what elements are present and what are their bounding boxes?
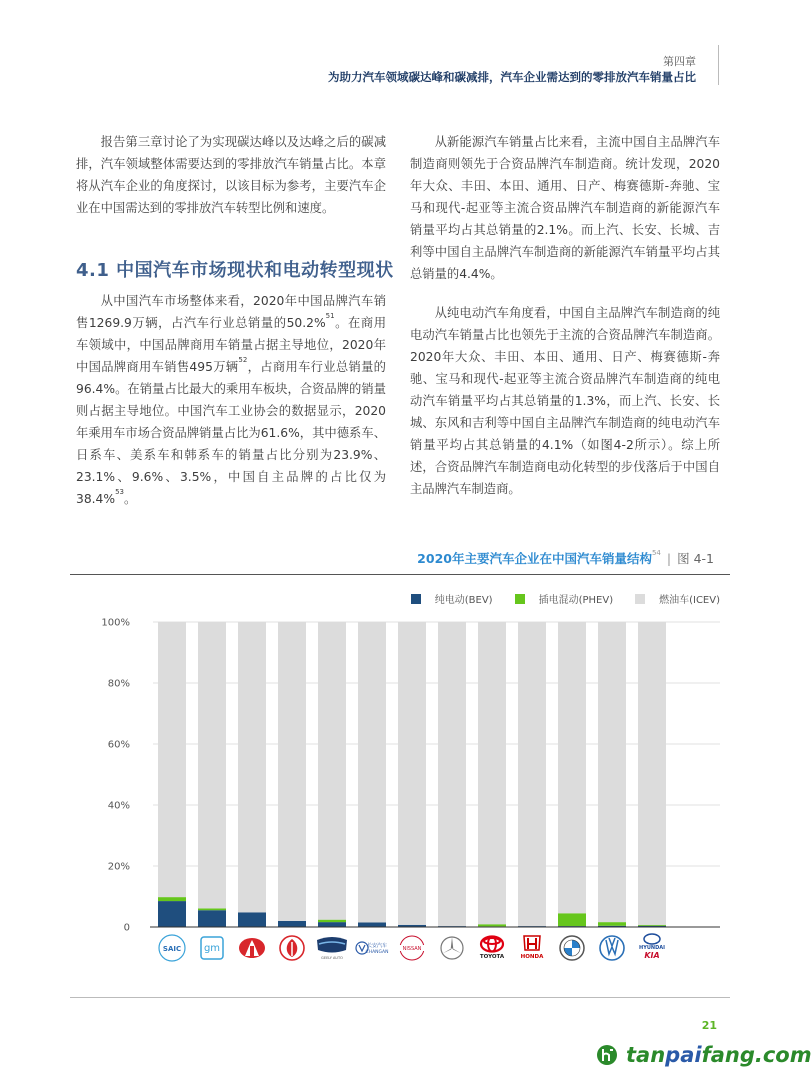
bar-bev — [238, 912, 266, 927]
watermark-text-c: fang.com — [701, 1043, 812, 1067]
watermark-text-a: tan — [626, 1043, 666, 1067]
bar-icev — [278, 622, 306, 921]
watermark-text — [626, 1043, 812, 1067]
bar-phev — [638, 925, 666, 926]
y-axis-ticks — [101, 618, 130, 934]
dongfeng-logo-icon — [280, 936, 304, 960]
page-number: 21 — [701, 1019, 717, 1032]
bar-bev — [278, 921, 306, 927]
watermark-logo-icon — [596, 1044, 618, 1066]
bar-icev — [438, 622, 466, 926]
bar-phev — [158, 897, 186, 901]
y-tick-label: 100% — [101, 617, 130, 629]
bev-paragraph — [410, 302, 720, 500]
market-paragraph — [76, 290, 386, 510]
bar-stack-dongfeng — [278, 622, 306, 927]
bar-stack-volkswagen — [598, 622, 626, 927]
kia-logo-text: KIA — [644, 951, 660, 960]
chart-bars — [158, 622, 666, 927]
bar-icev — [518, 622, 546, 926]
bar-icev — [198, 622, 226, 908]
bar-stack-great-wall — [238, 622, 266, 927]
bar-icev — [478, 622, 506, 924]
nissan-logo-icon — [398, 936, 426, 960]
honda-logo-icon — [521, 936, 544, 960]
watermark — [596, 1043, 812, 1067]
bar-stack-hyundai-kia — [638, 622, 666, 927]
legend-label-icev: 燃油车(ICEV) — [659, 595, 720, 606]
y-tick-label: 40% — [107, 800, 130, 812]
changan-logo-text-cn: 长安汽车 — [366, 943, 388, 949]
figure-number: 图 4-1 — [677, 551, 714, 566]
volkswagen-logo-icon — [600, 936, 624, 960]
market-text-a: 从中国汽车市场整体来看，2020年中国品牌汽车销售1269.9万辆，占汽车行业总销量的50.2% — [76, 294, 386, 330]
saic-logo-icon — [159, 935, 185, 961]
chapter-label: 第四章 — [663, 55, 696, 68]
footnote-ref: 52 — [238, 356, 248, 364]
intro-paragraph — [76, 131, 386, 219]
gm-logo-icon — [201, 937, 223, 959]
hyundai-kia-logo-icon — [639, 934, 665, 960]
hyundai-logo-text: HYUNDAI — [639, 945, 665, 951]
toyota-logo-text: TOYOTA — [479, 954, 505, 960]
bar-icev — [318, 622, 346, 920]
bar-icev — [358, 622, 386, 922]
bar-icev — [398, 622, 426, 925]
geely-logo-text: GEELY AUTO — [321, 956, 343, 960]
nev-text: 从新能源汽车销量占比来看，主流中国自主品牌汽车制造商则领先于合资品牌汽车制造商。统计发现，2020年大众、丰田、本田、通用、日产、梅赛德斯-奔驰、宝马和现代-起亚等主流合资品牌汽车制造商的新能源汽车销量平均占其总销量的2.1%。而上汽、长安、长城、吉利等中国自主品牌汽车制造商的新能源汽车销量平均占其总销量的4.4%。 — [410, 135, 720, 281]
y-tick-label: 0 — [123, 922, 130, 934]
bar-icev — [638, 622, 666, 925]
bar-phev — [558, 913, 586, 926]
bar-stack-nissan — [398, 622, 426, 927]
bev-text: 从纯电动汽车角度看，中国自主品牌汽车制造商的纯电动汽车销量占比也领先于主流的合资品牌汽车制造商。2020年大众、丰田、本田、通用、日产、梅赛德斯-奔驰、宝马和现代-起亚等主流合资品牌汽车制造商的纯电动汽车销量平均占其总销量的1.3%，而上汽、长安、长城、东风和吉利等中国自主品牌汽车制造商的纯电动汽车销量平均占其总销量的4.1%（如图4-2所示）。综上所述，合资品牌汽车制造商电动化转型的步伐落后于中国自主品牌汽车制造商。 — [410, 306, 720, 496]
bar-bev — [198, 910, 226, 927]
geely-logo-icon — [317, 937, 347, 960]
footer-rule — [70, 997, 730, 998]
bar-bev — [318, 922, 346, 927]
bar-stack-mercedes-benz — [438, 622, 466, 927]
figure-title — [417, 549, 714, 567]
bar-phev — [198, 908, 226, 910]
bar-phev — [318, 920, 346, 922]
footnote-ref: 53 — [115, 488, 124, 496]
bar-stack-gm — [198, 622, 226, 927]
gm-logo-text: gm — [203, 943, 221, 954]
stacked-bar-chart — [0, 600, 793, 980]
market-text-b: 。在商用车领域中，中国品牌商用车销量占据主导地位，2020年中国品牌商用车销售495万辆 — [76, 316, 386, 374]
bar-stack-toyota — [478, 622, 506, 927]
market-text — [76, 290, 386, 510]
honda-logo-text: HONDA — [520, 954, 544, 960]
header-divider — [718, 45, 719, 85]
bmw-logo-icon — [560, 936, 584, 960]
mercedes-logo-icon — [441, 937, 463, 959]
bar-phev — [478, 924, 506, 926]
y-tick-label: 60% — [107, 739, 130, 751]
nev-paragraph — [410, 131, 720, 285]
footnote-ref: 51 — [325, 312, 335, 320]
y-tick-label: 80% — [107, 678, 130, 690]
watermark-text-b: pai — [665, 1043, 702, 1067]
section-title: 4.1 中国汽车市场现状和电动转型现状 — [76, 260, 394, 281]
bar-bev — [158, 901, 186, 927]
bar-stack-geely — [318, 622, 346, 927]
bar-stack-changan — [358, 622, 386, 927]
changan-logo-text-en: CHANGAN — [365, 950, 389, 955]
toyota-logo-icon — [480, 937, 505, 961]
bar-icev — [598, 622, 626, 922]
intro-text: 报告第三章讨论了为实现碳达峰以及达峰之后的碳减排，汽车领域整体需要达到的零排放汽车销量占比。本章将从汽车企业的角度探讨，以该目标为参考，主要汽车企业在中国需达到的零排放汽车转型比例和速度。 — [76, 135, 386, 215]
bar-bev — [358, 922, 386, 927]
y-tick-label: 20% — [107, 861, 130, 873]
bar-stack-honda — [518, 622, 546, 927]
bar-icev — [158, 622, 186, 897]
market-text-d: 。 — [124, 492, 137, 506]
legend-label-phev: 插电混动(PHEV) — [538, 595, 614, 606]
figure-title-text: 2020年主要汽车企业在中国汽车销量结构 — [417, 551, 652, 566]
saic-logo-text: SAIC — [162, 945, 182, 953]
nissan-logo-text: NISSAN — [402, 946, 422, 952]
figure-rule — [70, 574, 730, 575]
bar-stack-saic — [158, 622, 186, 927]
chapter-title: 为助力汽车领域碳达峰和碳减排，汽车企业需达到的零排放汽车销量占比 — [328, 70, 696, 84]
bar-icev — [558, 622, 586, 913]
great-wall-logo-icon — [239, 938, 265, 958]
bar-phev — [598, 922, 626, 926]
legend-label-bev: 纯电动(BEV) — [434, 595, 493, 606]
bar-stack-bmw — [558, 622, 586, 927]
changan-logo-icon — [356, 942, 388, 955]
market-text-c: ，占商用车行业总销量的96.4%。在销量占比最大的乘用车板块，合资品牌的销量则占据主导地位。中国汽车工业协会的数据显示，2020年乘用车市场合资品牌销量占比为61.6%，其中德系车、日系车、美系车和韩系车的销量占比分别为23.9%、23.1%、9.6%、3.5%，中国自主品牌的占比仅为38.4% — [76, 360, 386, 506]
brand-logos — [159, 934, 665, 961]
figure-footnote-ref: 54 — [651, 549, 661, 557]
figure-separator: | — [666, 551, 672, 566]
bar-icev — [238, 622, 266, 912]
